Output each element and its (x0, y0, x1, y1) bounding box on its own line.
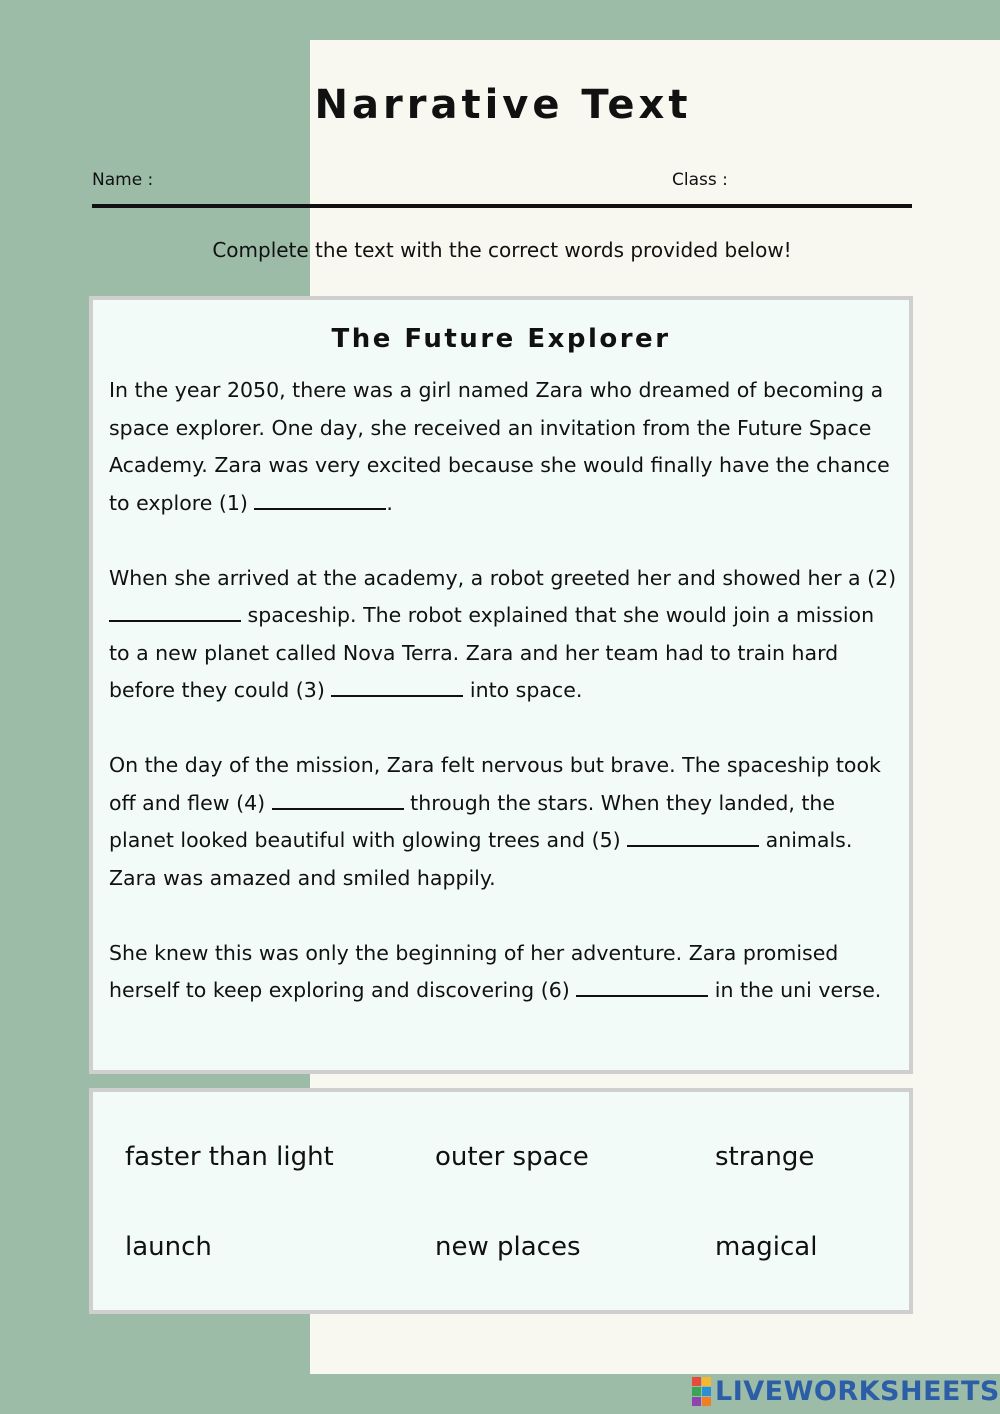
page-title: Narrative Text (314, 82, 692, 128)
logo-square (702, 1387, 711, 1396)
logo-text: LIVEWORKSHEETS (715, 1375, 1000, 1407)
story-text: animals. Zara was amazed and smiled happily. (109, 828, 853, 890)
logo-square (692, 1387, 701, 1396)
logo-square (692, 1377, 701, 1386)
blank-5[interactable] (627, 823, 759, 847)
story-paragraph-3 (109, 747, 899, 897)
story-text: On the day of the mission, Zara felt nervous but brave. The spaceship took off and flew (4) (109, 753, 881, 815)
logo-square (692, 1397, 701, 1406)
word-option: launch (125, 1232, 212, 1262)
blank-3[interactable] (331, 673, 463, 697)
story-text: into space. (463, 678, 583, 702)
blank-1[interactable] (254, 486, 386, 510)
story-text: When she arrived at the academy, a robot greeted her and showed her a (2) (109, 565, 897, 590)
story-body (109, 372, 899, 1047)
story-paragraph-1 (109, 372, 899, 522)
logo-squares-icon (692, 1377, 711, 1406)
word-option: faster than light (125, 1142, 334, 1172)
header-divider (92, 204, 912, 208)
story-text: . (386, 490, 393, 515)
blank-2[interactable] (109, 598, 241, 622)
instruction-text: Complete the text with the correct words provided below! (212, 238, 792, 262)
word-option: new places (435, 1232, 581, 1262)
story-text: In the year 2050, there was a girl named Zara who dreamed of becoming a space explorer. One day, she received an invitation from the Future Space Academy. Zara was very excited because she would finally have the chance to explore (1) (109, 378, 890, 515)
story-paragraph-2 (109, 560, 899, 710)
story-text: She knew this was only the beginning of her adventure. Zara promised herself to keep exploring and discovering (6) (109, 940, 839, 1002)
word-option: magical (715, 1232, 818, 1262)
liveworksheets-logo[interactable] (692, 1376, 1000, 1406)
story-paragraph-4 (109, 935, 899, 1010)
blank-6[interactable] (576, 973, 708, 997)
story-text: spaceship. The robot explained that she would join a mission to a new planet called Nova Terra. Zara and her team had to train hard before they could (3) (109, 603, 875, 702)
story-text: through the stars. When they landed, the planet looked beautiful with glowing trees and (5) (109, 790, 836, 852)
blank-4[interactable] (272, 786, 404, 810)
class-label: Class : (672, 170, 728, 190)
word-option: strange (715, 1142, 815, 1172)
logo-square (702, 1377, 711, 1386)
logo-square (702, 1397, 711, 1406)
story-text: in the uni verse. (708, 978, 882, 1002)
story-title: The Future Explorer (331, 324, 671, 354)
name-label: Name : (92, 170, 154, 190)
story-box (89, 296, 913, 1074)
word-bank (89, 1088, 913, 1314)
word-option: outer space (435, 1142, 589, 1172)
